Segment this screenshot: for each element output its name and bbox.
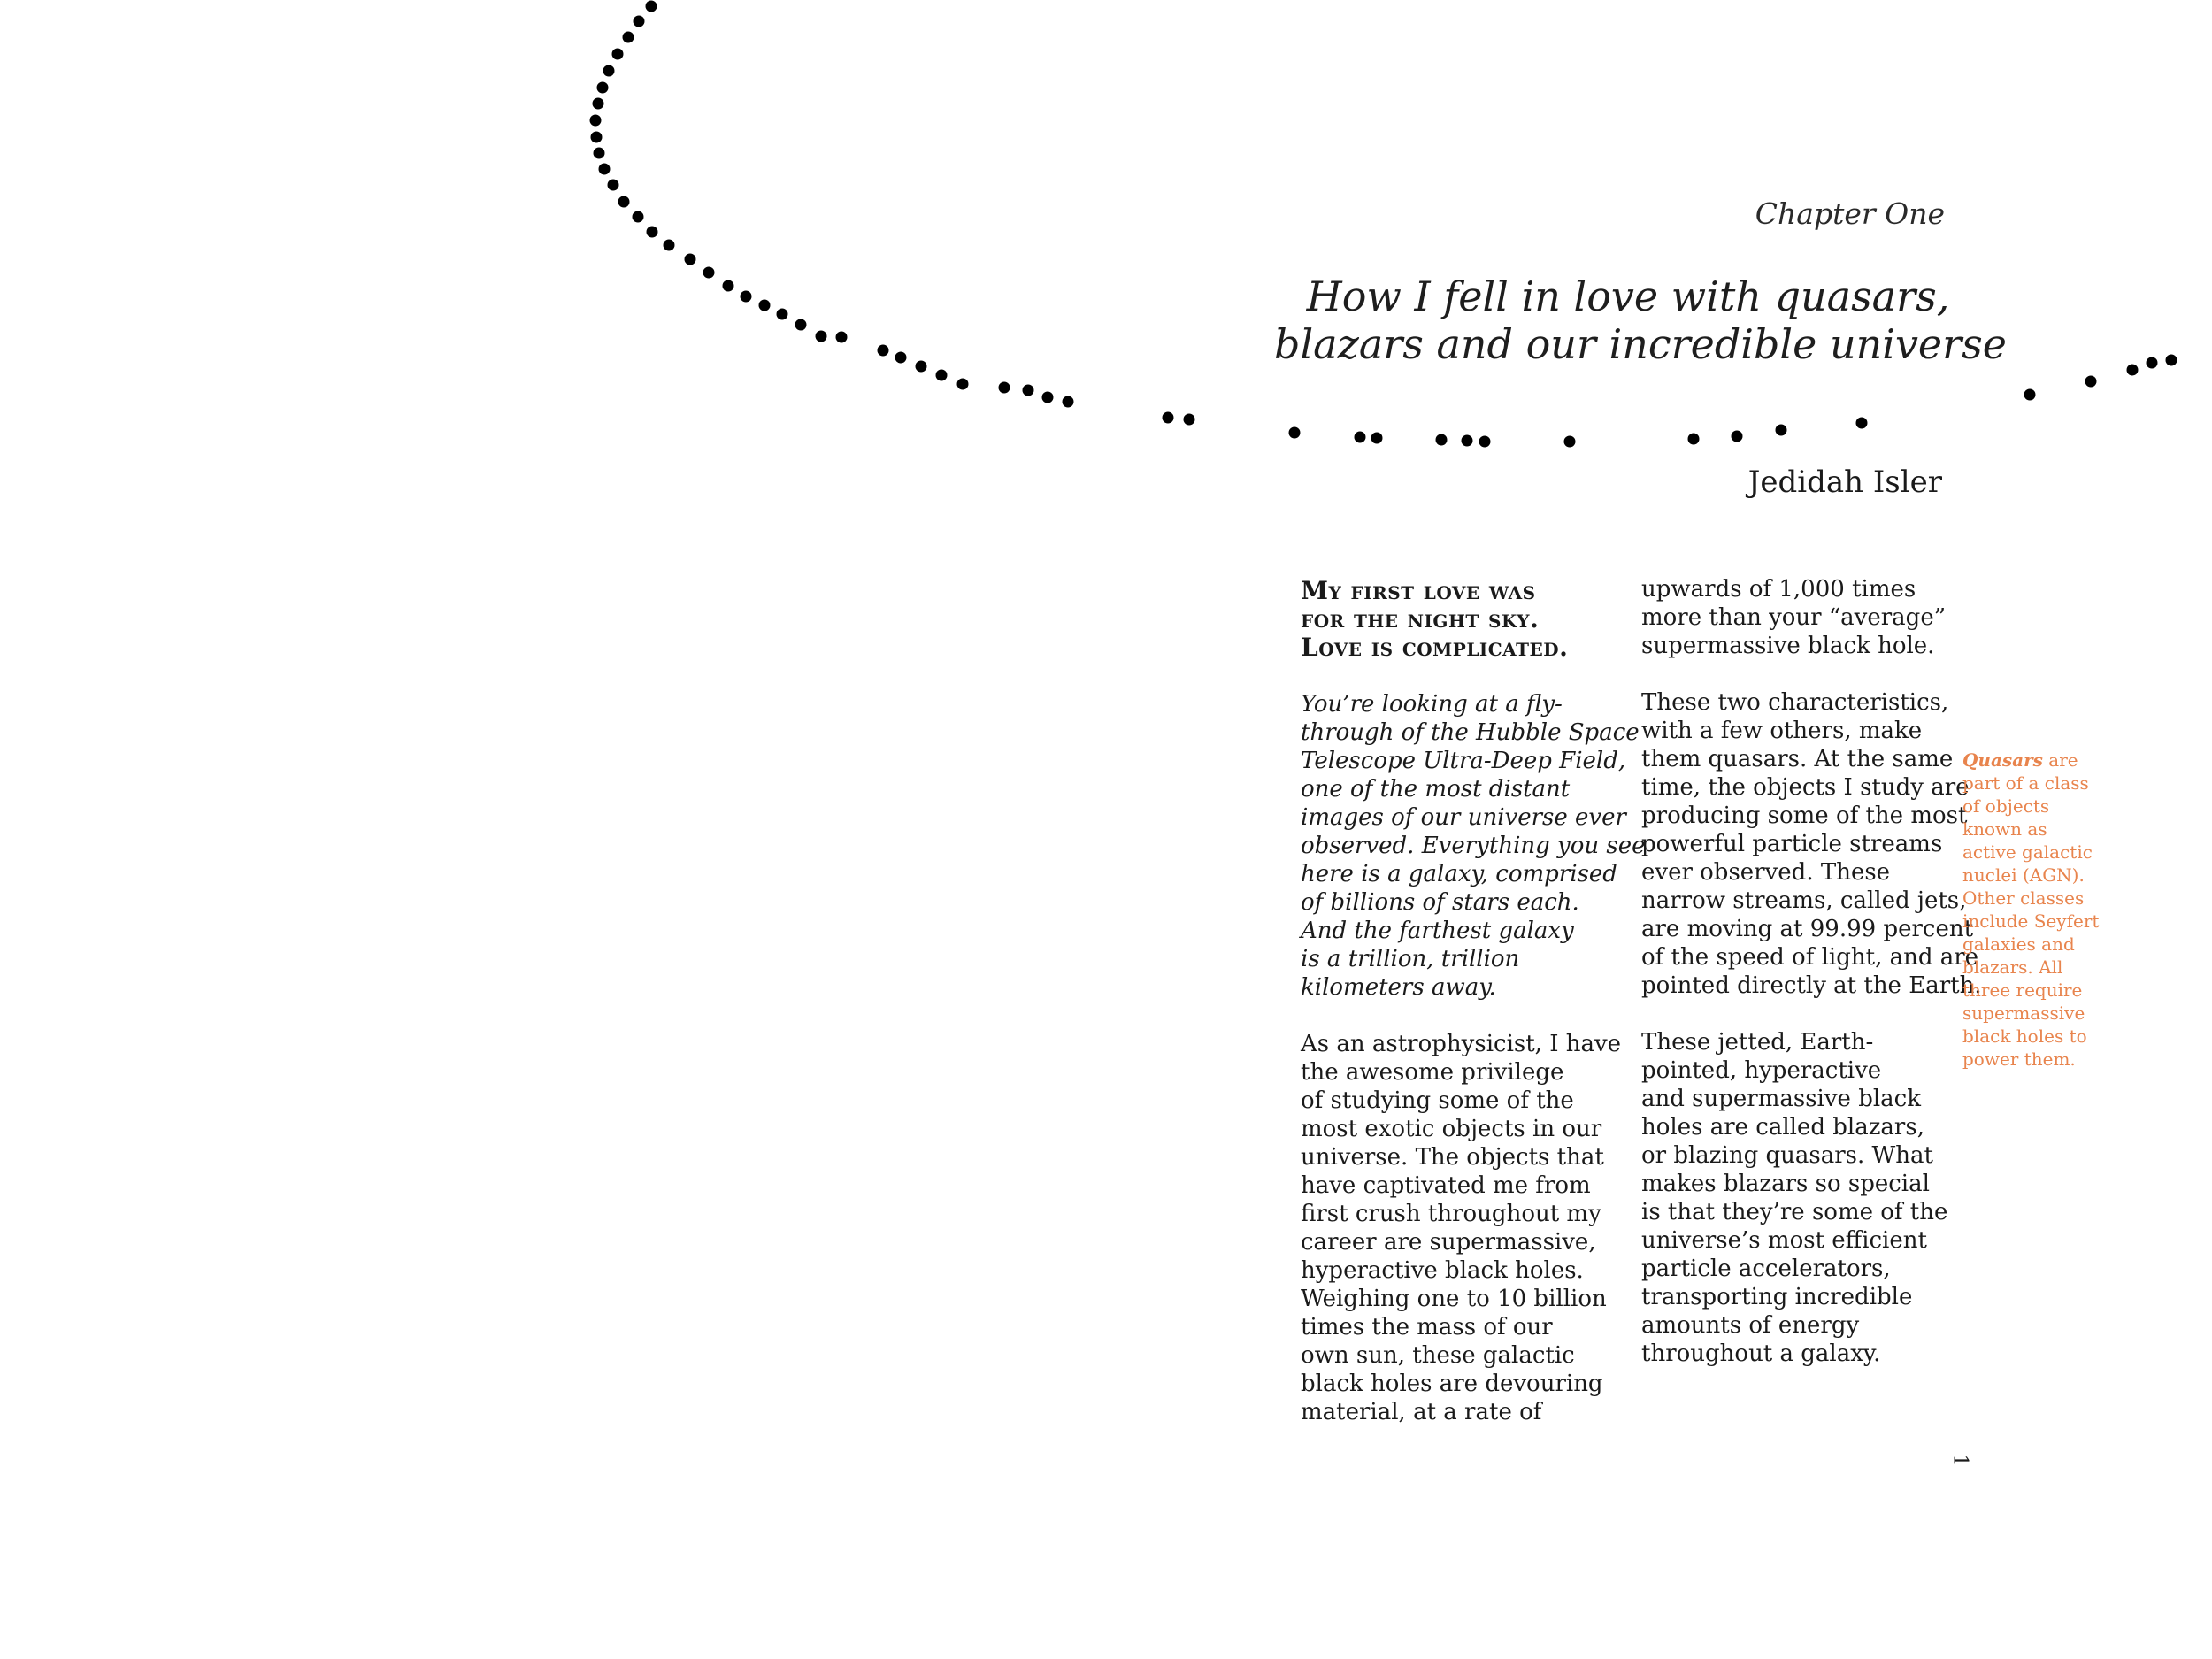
text-line: Telescope Ultra-Deep Field, bbox=[1301, 748, 1626, 774]
text-line: transporting incredible bbox=[1641, 1284, 1913, 1310]
arc-dot bbox=[590, 115, 602, 127]
text-line: black holes are devouring bbox=[1301, 1371, 1603, 1397]
arc-dot bbox=[591, 132, 603, 143]
arc-dot bbox=[1436, 434, 1448, 446]
body-paragraph bbox=[1641, 1028, 1969, 1368]
lead-in-line: Love is complicated. bbox=[1301, 633, 1569, 662]
arc-dot bbox=[594, 148, 605, 159]
arc-dot bbox=[1856, 418, 1868, 429]
arc-dot bbox=[836, 332, 848, 343]
arc-dot bbox=[608, 180, 619, 191]
text-line: material, at a rate of bbox=[1301, 1399, 1542, 1425]
sidenote-line: galaxies and bbox=[1962, 933, 2075, 955]
arc-dot bbox=[2024, 389, 2036, 401]
arc-dot bbox=[1688, 434, 1700, 445]
arc-dot bbox=[1732, 431, 1743, 442]
text-line: powerful particle streams bbox=[1641, 831, 1943, 857]
chapter-title-line: How I fell in love with quasars, bbox=[1306, 273, 1950, 320]
arc-dot bbox=[623, 32, 634, 43]
arc-dot bbox=[633, 211, 644, 223]
text-line: And the farthest galaxy bbox=[1301, 918, 1574, 944]
text-line: holes are called blazars, bbox=[1641, 1114, 1924, 1141]
text-line: own sun, these galactic bbox=[1301, 1342, 1575, 1369]
sidenote-line: active galactic bbox=[1962, 841, 2093, 863]
chapter-title-line: blazars and our incredible universe bbox=[1274, 320, 2007, 368]
text-column-1 bbox=[1301, 576, 1646, 1455]
text-line: images of our universe ever bbox=[1301, 804, 1626, 831]
arc-dot bbox=[895, 352, 907, 364]
arc-dot bbox=[741, 291, 752, 303]
text-line: hyperactive black holes. bbox=[1301, 1257, 1584, 1284]
arc-dot bbox=[2147, 357, 2158, 369]
text-line: career are supermassive, bbox=[1301, 1229, 1596, 1256]
arc-dot bbox=[597, 82, 609, 94]
text-line: These jetted, Earth- bbox=[1641, 1029, 1874, 1056]
arc-dot bbox=[936, 370, 948, 381]
arc-dot bbox=[647, 227, 658, 238]
text-line: times the mass of our bbox=[1301, 1314, 1553, 1340]
text-line: have captivated me from bbox=[1301, 1172, 1591, 1199]
text-line: particle accelerators, bbox=[1641, 1256, 1891, 1282]
arc-dot bbox=[1776, 425, 1787, 436]
lead-in-line: for the night sky. bbox=[1301, 604, 1540, 634]
text-line: is a trillion, trillion bbox=[1301, 946, 1520, 972]
text-line: of the speed of light, and are bbox=[1641, 944, 1979, 971]
arc-dot bbox=[634, 16, 645, 27]
arc-dot bbox=[2127, 365, 2139, 376]
text-line: them quasars. At the same bbox=[1641, 746, 1954, 772]
arc-dot bbox=[599, 164, 611, 175]
text-line: of billions of stars each. bbox=[1301, 889, 1579, 916]
text-line: makes blazars so special bbox=[1641, 1171, 1930, 1197]
sidenote-line: Other classes bbox=[1962, 887, 2085, 909]
sidenote bbox=[1962, 749, 2113, 1071]
arc-dot bbox=[1023, 385, 1034, 396]
text-line: upwards of 1,000 times bbox=[1641, 576, 1916, 603]
arc-dot bbox=[878, 345, 889, 357]
arc-dot bbox=[612, 49, 624, 60]
arc-dot bbox=[618, 196, 630, 208]
text-line: is that they’re some of the bbox=[1641, 1199, 1948, 1225]
arc-dot bbox=[2085, 376, 2097, 388]
arc-dot bbox=[593, 98, 604, 110]
lead-in bbox=[1301, 577, 1619, 662]
text-line: or blazing quasars. What bbox=[1641, 1142, 1933, 1169]
author-name: Jedidah Isler bbox=[1747, 465, 1942, 500]
arc-dot bbox=[777, 309, 788, 320]
sidenote-line: part of a class bbox=[1962, 772, 2089, 794]
arc-dot bbox=[646, 1, 657, 12]
text-line: more than your “average” bbox=[1641, 604, 1946, 631]
arc-dot bbox=[1063, 396, 1074, 408]
page-number: 1 bbox=[1948, 1454, 1971, 1467]
sidenote-text: are bbox=[2042, 749, 2078, 771]
arc-dot bbox=[603, 65, 615, 77]
text-line: These two characteristics, bbox=[1641, 689, 1949, 716]
text-line: are moving at 99.99 percent bbox=[1641, 916, 1974, 942]
text-line: of studying some of the bbox=[1301, 1087, 1574, 1114]
sidenote-line: of objects bbox=[1962, 795, 2050, 817]
arc-dot bbox=[723, 280, 734, 292]
text-line: Weighing one to 10 billion bbox=[1301, 1286, 1607, 1312]
text-line: kilometers away. bbox=[1301, 974, 1496, 1001]
sidenote-line: supermassive bbox=[1962, 1002, 2085, 1024]
text-line: first crush throughout my bbox=[1301, 1201, 1601, 1227]
text-line: throughout a galaxy. bbox=[1641, 1340, 1881, 1367]
arc-dot bbox=[957, 379, 969, 390]
sidenote-line: black holes to bbox=[1962, 1025, 2087, 1047]
arc-dot bbox=[703, 267, 715, 279]
text-line: with a few others, make bbox=[1641, 718, 1923, 744]
arc-dot bbox=[999, 382, 1010, 394]
body-paragraph bbox=[1301, 1030, 1622, 1426]
text-line: here is a galaxy, comprised bbox=[1301, 861, 1617, 887]
arc-dot bbox=[1289, 427, 1301, 439]
arc-dot bbox=[1184, 414, 1195, 426]
text-column-2 bbox=[1641, 575, 1982, 1396]
text-line: observed. Everything you see bbox=[1301, 833, 1646, 859]
chapter-title bbox=[1274, 273, 2007, 368]
sidenote-term: Quasars bbox=[1962, 749, 2043, 771]
body-paragraph bbox=[1641, 688, 1982, 1000]
lead-in-line: My first love was bbox=[1301, 576, 1536, 605]
arc-dot bbox=[2166, 355, 2177, 366]
text-line: narrow streams, called jets, bbox=[1641, 887, 1967, 914]
text-line: pointed directly at the Earth. bbox=[1641, 972, 1982, 999]
sidenote-line: three require bbox=[1962, 979, 2083, 1001]
arc-dot bbox=[795, 319, 807, 331]
italic-paragraph bbox=[1301, 690, 1646, 1002]
text-line: through of the Hubble Space bbox=[1301, 719, 1640, 746]
text-line: amounts of energy bbox=[1641, 1312, 1860, 1339]
arc-dot bbox=[1355, 432, 1366, 443]
arc-dot bbox=[759, 300, 771, 311]
text-line: time, the objects I study are bbox=[1641, 774, 1970, 801]
arc-dot bbox=[1564, 436, 1576, 448]
arc-dot bbox=[1371, 433, 1383, 444]
text-line: one of the most distant bbox=[1301, 776, 1571, 803]
text-line: ever observed. These bbox=[1641, 859, 1891, 886]
arc-dot bbox=[1042, 392, 1054, 403]
arc-dot bbox=[664, 240, 675, 251]
chapter-label: Chapter One bbox=[1755, 196, 1945, 231]
text-line: and supermassive black bbox=[1641, 1086, 1921, 1112]
text-line: most exotic objects in our bbox=[1301, 1116, 1602, 1142]
sidenote-line: include Seyfert bbox=[1962, 910, 2100, 932]
text-line: the awesome privilege bbox=[1301, 1059, 1564, 1086]
text-line: universe’s most efficient bbox=[1641, 1227, 1927, 1254]
arc-dot bbox=[1163, 412, 1174, 424]
text-line: pointed, hyperactive bbox=[1641, 1057, 1882, 1084]
text-line: You’re looking at a fly- bbox=[1301, 691, 1563, 718]
sidenote-line: blazars. All bbox=[1962, 956, 2063, 978]
arc-dot bbox=[1479, 436, 1491, 448]
sidenote-line: nuclei (AGN). bbox=[1962, 864, 2085, 886]
body-paragraph bbox=[1641, 575, 1969, 660]
arc-dot bbox=[1462, 435, 1473, 447]
sidenote-line: known as bbox=[1962, 818, 2047, 840]
text-line: producing some of the most bbox=[1641, 803, 1968, 829]
arc-dot bbox=[916, 361, 927, 373]
arc-dot bbox=[685, 254, 696, 265]
text-line: As an astrophysicist, I have bbox=[1301, 1031, 1622, 1057]
arc-dot bbox=[816, 331, 827, 342]
sidenote-first-line bbox=[1962, 749, 2113, 772]
text-line: supermassive black hole. bbox=[1641, 633, 1935, 659]
sidenote-line: power them. bbox=[1962, 1048, 2076, 1070]
text-line: universe. The objects that bbox=[1301, 1144, 1604, 1171]
